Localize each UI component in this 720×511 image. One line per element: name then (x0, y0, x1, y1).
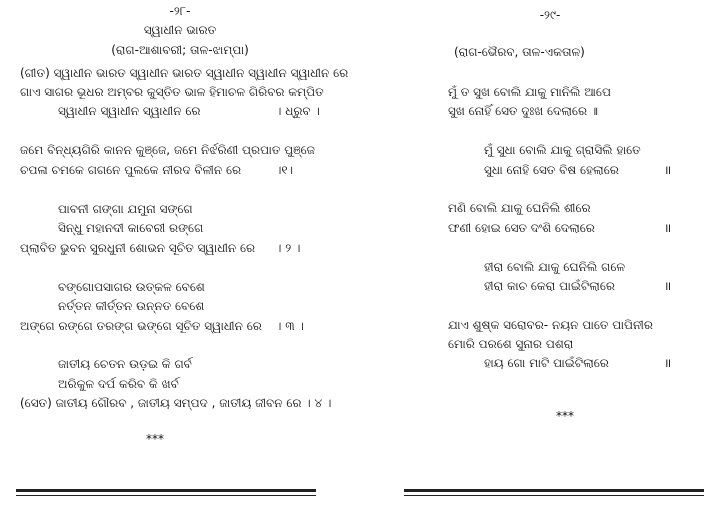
verse-line: ମୁଁ ସୁଧା ବୋଲି ଯାକୁ ଗ୍ରାସିଲି ହାତେ (484, 143, 641, 157)
refrain-marker: ॥ (664, 356, 672, 370)
verse-line: ମଣି ବୋଲି ଯାକୁ ଘେନିଲି ଶୀରେ (448, 201, 591, 215)
page-number: -୨୯- (539, 8, 561, 22)
verse-line: ବଙ୍ଗୋପସାଗର ଉତ୍କଳ ବେଶେ (58, 280, 205, 294)
verse-line: ଜମେ ବିନ୍ଧ୍ୟଗିରି କାନନ କୁଞ୍ଜେ, ଜମେ ନିର୍ଝରିଣୀ ପ୍ରପାତ ପୁଞ୍ଜେ (20, 143, 315, 157)
raga-tala: (ରାଗ-ଭୈରବ, ତାଳ-ଏକତାଳ) (454, 45, 585, 59)
verse-line: ଜାତୀୟ ଚେତନ ଉଡ଼ଇ କି ଗର୍ବ (58, 357, 192, 371)
verse-line: (ଗୀତ) ସ୍ୱାଧୀନ ଭାରତ ସ୍ୱାଧୀନ ଭାରତ ସ୍ୱାଧୀନ ସ୍ୱାଧୀନ ସ୍ୱାଧୀନ ରେ (20, 66, 349, 80)
verse-line: ସ୍ୱାଧୀନ ସ୍ୱାଧୀନ ସ୍ୱାଧୀନ ରେ (58, 104, 201, 118)
poem-title: ସ୍ୱାଧୀନ ଭାରତ (143, 23, 217, 37)
verse-line: ଅଙ୍ଗେ ରଙ୍ଗେ ତରଙ୍ଗ ଭଙ୍ଗେ ସୂଚିତ ସ୍ୱାଧୀନ ରେ (20, 319, 262, 333)
right-page (360, 0, 720, 511)
verse-line: ମୋରି ପରଶେ ସୁନାର ପଶରା (448, 337, 574, 351)
verse-line: ପ୍ଲାବିତ ଭୁବନ ସୁରଧୁନୀ ଶୋଭନ ସୂଚିତ ସ୍ୱାଧୀନ ରେ (20, 241, 256, 255)
verse-line: ଗାଏ ସାଗର ଭୂଧର ଅମ୍ବର କୁସ୍ତିତ ଭାଳ ହିମାଚଳ ଗିରିବର କମ୍ପିତ (20, 85, 324, 99)
verse-line: ଚପଳା ଚମକେ ଗଗନେ ପୁଲକେ ନୀରଦ ବିଳୀନ ରେ (20, 163, 242, 177)
verse-line: ପାବନୀ ଗଙ୍ଗା ଯମୁନା ସଙ୍ଗେ (58, 202, 193, 216)
verse-line: ହୀରା ବୋଲି ଯାକୁ ଘେନିଲି ଗଳେ (484, 260, 625, 274)
refrain-marker: ॥ (664, 163, 672, 177)
refrain-marker: ॥ (664, 279, 672, 293)
bottom-rule-thin (16, 495, 316, 496)
verse-line: ନର୍ତ୍ତନ କୀର୍ତ୍ତନ ଉନ୍ନତ ବେଶେ (58, 299, 205, 313)
end-asterisks: *** (556, 409, 574, 423)
verse-line: ସୁଖ ନୋହିଁ ସେତ ଦୁଃଖ ଦେଲାରେ ॥ (448, 104, 598, 118)
verse-line: ହାୟ ଗୋ ମାଟି ପାଇଁଟିଲାରେ (484, 356, 609, 370)
verse-line: ମୁଁ ତ ସୁଖ ବୋଲି ଯାକୁ ମାନିଲି ଆପେ (448, 85, 611, 99)
raga-tala: (ରାଗ-ଆଶାବରୀ; ତାଳ-ଝାମ୍ପା) (111, 43, 249, 57)
verse-line: ସୁଧା ନୋହି ସେତ ବିଷ ହେଲାରେ (484, 163, 619, 177)
bottom-rule-thin (404, 495, 704, 496)
verse-line: ଯାଏ ଶୁଷ୍କ ସରୋବର- ନୟନ ପାତେ ପାପିନୀର (448, 318, 653, 332)
refrain-marker: । ଧ୍ରୁବ । (276, 104, 320, 118)
verse-line: (ସେତ) ଜାତୀୟ ଗୌରବ , ଜାତୀୟ ସମ୍ପଦ , ଜାତୀୟ ଜୀବନ ରେ । ୪ । (20, 396, 332, 410)
stanza-number: । ୨ । (276, 241, 301, 255)
bottom-rule (16, 489, 316, 492)
verse-line: ହୀରା କାଚ କେରା ପାଇଁଟିଲାରେ (484, 279, 615, 293)
stanza-number: ।୧। (276, 163, 294, 177)
page-number: -୨୮- (169, 4, 191, 18)
verse-line: ସିନ୍ଧୁ ମହାନଦୀ କାବେରୀ ରଙ୍ଗେ (58, 221, 204, 235)
verse-line: ଅରିକୁଳ ଦର୍ପ କରିବ କି ଖର୍ବ (58, 377, 179, 391)
end-asterisks: *** (146, 432, 164, 446)
refrain-marker: ॥ (664, 221, 672, 235)
verse-line: ଫଣୀ ହୋଇ ସେତ ଦଂଶି ଦେଲାରେ (448, 221, 595, 235)
stanza-number: । ୩ । (276, 319, 304, 333)
bottom-rule (404, 489, 704, 492)
